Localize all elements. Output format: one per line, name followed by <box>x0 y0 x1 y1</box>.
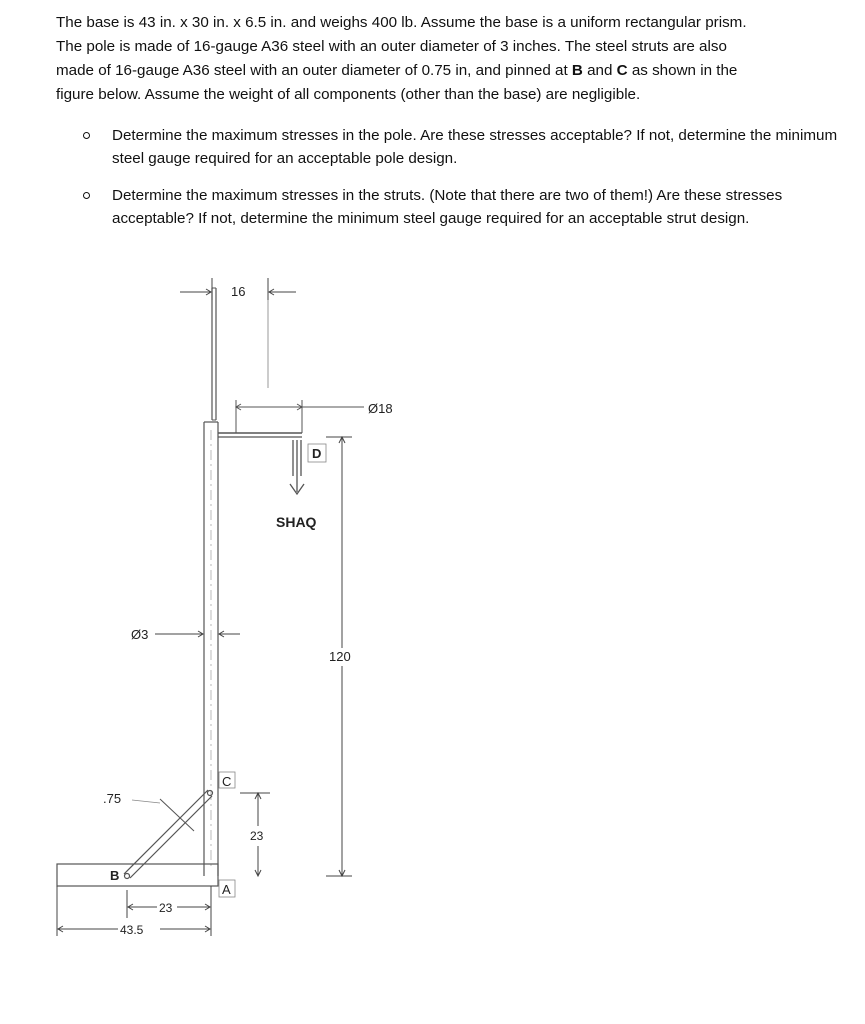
dim-strut-label: .75 <box>103 791 122 806</box>
dim-base-label: 43.5 <box>120 923 144 937</box>
dim-c-height-label: 23 <box>250 829 264 843</box>
intro-line-4: figure below. Assume the weight of all components (other than the base) are negligible. <box>56 86 641 103</box>
label-d: D <box>312 446 322 461</box>
label-shaq: SHAQ <box>276 514 317 530</box>
base <box>57 864 218 886</box>
dim-pole-label: Ø3 <box>131 627 149 642</box>
intro-line-1: The base is 43 in. x 30 in. x 6.5 in. and weighs 400 lb. Assume the base is a uniform rectangular prism. <box>56 14 747 31</box>
dim-height-label: 120 <box>329 649 351 664</box>
dim-top-label: 16 <box>231 284 246 299</box>
label-b: B <box>110 868 120 883</box>
pole <box>204 422 218 876</box>
label-a: A <box>222 882 231 897</box>
backboard <box>212 288 216 420</box>
dimension-pole <box>155 631 240 637</box>
intro-line-2: The pole is made of 16-gauge A36 steel with an outer diameter of 3 inches. The steel struts are also <box>56 38 727 55</box>
label-c: C <box>222 774 232 789</box>
intro-line-3: made of 16-gauge A36 steel with an outer diameter of 0.75 in, and pinned at B and C as shown in the <box>56 62 738 79</box>
rim <box>218 400 364 437</box>
strut <box>124 790 213 879</box>
dim-hoop-label: Ø18 <box>368 401 393 416</box>
load-arrow <box>290 440 304 494</box>
task-text-struts: Determine the maximum stresses in the struts. (Note that there are two of them!) Are these stresses acceptable? If not, determine the minimum steel gauge required for an acceptable strut design. <box>112 187 783 227</box>
task-text-pole: Determine the maximum stresses in the pole. Are these stresses acceptable? If not, determine the minimum steel gauge required for an acceptable pole design. <box>112 127 838 167</box>
dim-base-half-label: 23 <box>159 901 173 915</box>
